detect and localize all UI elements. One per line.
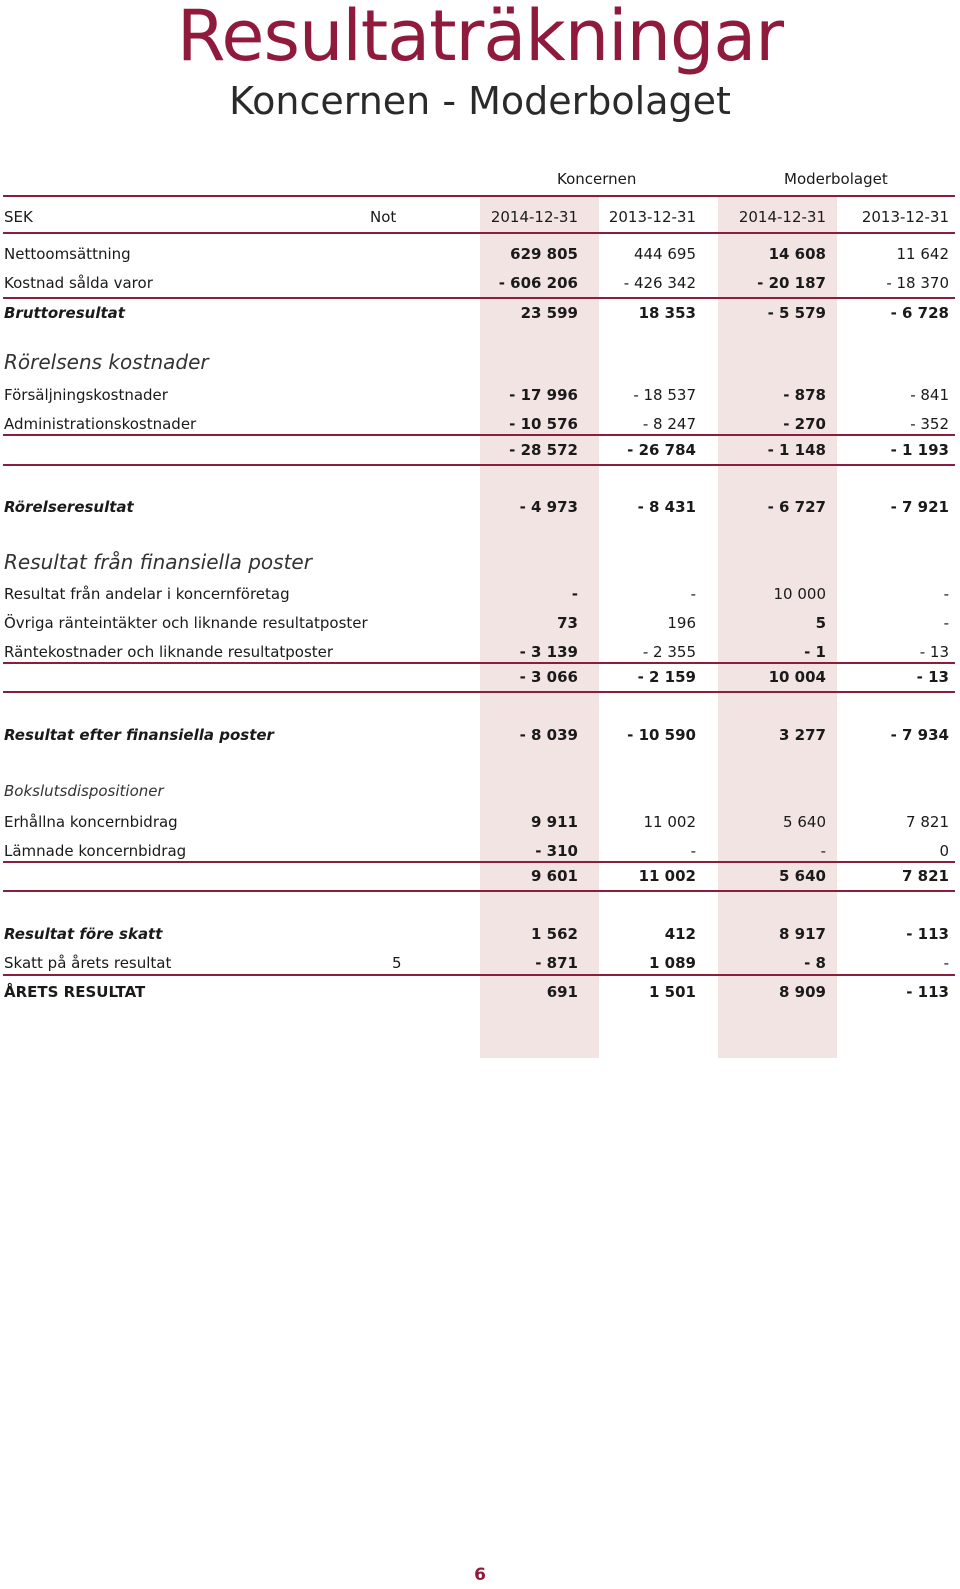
table-row bbox=[0, 439, 960, 463]
cell: 9 601 bbox=[531, 867, 578, 885]
cell: - 17 996 bbox=[509, 386, 578, 404]
row-label: Erhållna koncernbidrag bbox=[4, 813, 178, 831]
table-row bbox=[0, 981, 960, 1005]
column-header-row bbox=[0, 206, 960, 230]
cell: 8 909 bbox=[779, 983, 826, 1001]
table-row bbox=[0, 612, 960, 636]
row-rule bbox=[3, 691, 955, 693]
table-row bbox=[0, 923, 960, 947]
cell: - bbox=[943, 585, 949, 603]
row-label: ÅRETS RESULTAT bbox=[4, 983, 146, 1001]
row-label: Övriga ränteintäkter och liknande resultatposter bbox=[4, 614, 368, 632]
cell: - 7 921 bbox=[890, 498, 949, 516]
cell: - 113 bbox=[906, 925, 949, 943]
row-rule bbox=[3, 297, 955, 299]
cell: - 3 139 bbox=[519, 643, 578, 661]
cell: 23 599 bbox=[520, 304, 578, 322]
cell: - 606 206 bbox=[498, 274, 578, 292]
cell: 7 821 bbox=[906, 813, 949, 831]
row-label: Resultat före skatt bbox=[4, 925, 163, 943]
cell: - 7 934 bbox=[890, 726, 949, 744]
cell: - 13 bbox=[916, 668, 949, 686]
cell: - 871 bbox=[535, 954, 578, 972]
cell: 1 562 bbox=[531, 925, 578, 943]
header-rule-bottom bbox=[3, 232, 955, 234]
cell: 14 608 bbox=[768, 245, 826, 263]
cell: - 10 576 bbox=[509, 415, 578, 433]
table-row bbox=[0, 840, 960, 864]
cell: 5 640 bbox=[783, 813, 826, 831]
currency-label: SEK bbox=[4, 208, 33, 226]
table-row bbox=[0, 666, 960, 690]
cell: - 1 193 bbox=[890, 441, 949, 459]
cell: - 1 148 bbox=[767, 441, 826, 459]
cell: - 8 039 bbox=[519, 726, 578, 744]
row-label: Försäljningskostnader bbox=[4, 386, 168, 404]
cell: 3 277 bbox=[779, 726, 826, 744]
cell: - 4 973 bbox=[519, 498, 578, 516]
date-header: 2013-12-31 bbox=[608, 208, 696, 226]
table-row bbox=[0, 865, 960, 889]
page-title: Resultaträkningar bbox=[176, 0, 784, 77]
table-row bbox=[0, 413, 960, 437]
cell: - 1 bbox=[804, 643, 826, 661]
cell: - 8 247 bbox=[642, 415, 696, 433]
cell: - 2 159 bbox=[637, 668, 696, 686]
note-header: Not bbox=[370, 208, 397, 226]
cell: - bbox=[690, 842, 696, 860]
cell: 1 089 bbox=[649, 954, 696, 972]
table-row bbox=[0, 384, 960, 408]
cell: - 2 355 bbox=[642, 643, 696, 661]
cell: 10 004 bbox=[768, 668, 826, 686]
row-rule bbox=[3, 890, 955, 892]
section-heading: Resultat från finansiella poster bbox=[4, 550, 312, 574]
cell: - bbox=[943, 954, 949, 972]
date-header: 2014-12-31 bbox=[490, 208, 578, 226]
table-row bbox=[0, 641, 960, 665]
cell: 0 bbox=[939, 842, 949, 860]
group-header-moderbolaget: Moderbolaget bbox=[784, 170, 888, 188]
cell: 9 911 bbox=[531, 813, 578, 831]
row-label: Resultat efter finansiella poster bbox=[4, 726, 274, 744]
cell: - 841 bbox=[910, 386, 949, 404]
cell: - 270 bbox=[783, 415, 826, 433]
row-label: Bruttoresultat bbox=[4, 304, 125, 322]
cell: - 310 bbox=[535, 842, 578, 860]
row-rule bbox=[3, 464, 955, 466]
table-row bbox=[0, 496, 960, 520]
row-label: Nettoomsättning bbox=[4, 245, 131, 263]
cell: 11 002 bbox=[643, 813, 696, 831]
row-label: Räntekostnader och liknande resultatposter bbox=[4, 643, 334, 661]
table-row bbox=[0, 272, 960, 296]
cell: - 113 bbox=[906, 983, 949, 1001]
cell: - 352 bbox=[910, 415, 949, 433]
row-label: Administrationskostnader bbox=[4, 415, 197, 433]
cell: 629 805 bbox=[510, 245, 578, 263]
note-ref: 5 bbox=[392, 954, 402, 972]
section-heading: Bokslutsdispositioner bbox=[4, 782, 164, 800]
cell: 10 000 bbox=[773, 585, 826, 603]
row-label: Rörelseresultat bbox=[4, 498, 134, 516]
cell: - 8 bbox=[804, 954, 826, 972]
cell: 11 002 bbox=[638, 867, 696, 885]
cell: - 878 bbox=[783, 386, 826, 404]
cell: - 13 bbox=[919, 643, 949, 661]
group-header-koncernen: Koncernen bbox=[557, 170, 637, 188]
cell: - bbox=[820, 842, 826, 860]
cell: - bbox=[571, 585, 578, 603]
table-row bbox=[0, 724, 960, 748]
table-row bbox=[0, 243, 960, 267]
cell: 196 bbox=[667, 614, 696, 632]
cell: 5 640 bbox=[779, 867, 826, 885]
cell: - bbox=[943, 614, 949, 632]
row-label: Skatt på årets resultat bbox=[4, 954, 172, 972]
cell: - 18 537 bbox=[633, 386, 696, 404]
page-subtitle: Koncernen - Moderbolaget bbox=[229, 79, 731, 123]
cell: - bbox=[690, 585, 696, 603]
cell: - 8 431 bbox=[637, 498, 696, 516]
cell: - 5 579 bbox=[767, 304, 826, 322]
page-number: 6 bbox=[474, 1565, 486, 1585]
table-row bbox=[0, 952, 960, 976]
cell: 444 695 bbox=[633, 245, 696, 263]
cell: - 18 370 bbox=[886, 274, 949, 292]
table-row bbox=[0, 302, 960, 326]
table-row bbox=[0, 583, 960, 607]
section-heading: Rörelsens kostnader bbox=[4, 350, 209, 374]
date-header: 2014-12-31 bbox=[738, 208, 826, 226]
cell: 7 821 bbox=[902, 867, 949, 885]
row-label: Resultat från andelar i koncernföretag bbox=[4, 585, 290, 603]
cell: - 426 342 bbox=[623, 274, 696, 292]
cell: - 6 728 bbox=[890, 304, 949, 322]
cell: 73 bbox=[557, 614, 578, 632]
cell: 8 917 bbox=[779, 925, 826, 943]
cell: - 6 727 bbox=[767, 498, 826, 516]
cell: 691 bbox=[546, 983, 578, 1001]
row-label: Kostnad sålda varor bbox=[4, 274, 153, 292]
row-label: Lämnade koncernbidrag bbox=[4, 842, 187, 860]
cell: 18 353 bbox=[638, 304, 696, 322]
cell: - 28 572 bbox=[509, 441, 578, 459]
cell: - 20 187 bbox=[757, 274, 826, 292]
cell: - 10 590 bbox=[627, 726, 696, 744]
cell: 5 bbox=[815, 614, 826, 632]
cell: - 3 066 bbox=[519, 668, 578, 686]
cell: 1 501 bbox=[649, 983, 696, 1001]
table-row bbox=[0, 811, 960, 835]
cell: - 26 784 bbox=[627, 441, 696, 459]
cell: 412 bbox=[664, 925, 696, 943]
header-rule-top bbox=[3, 195, 955, 197]
date-header: 2013-12-31 bbox=[861, 208, 949, 226]
cell: 11 642 bbox=[896, 245, 949, 263]
